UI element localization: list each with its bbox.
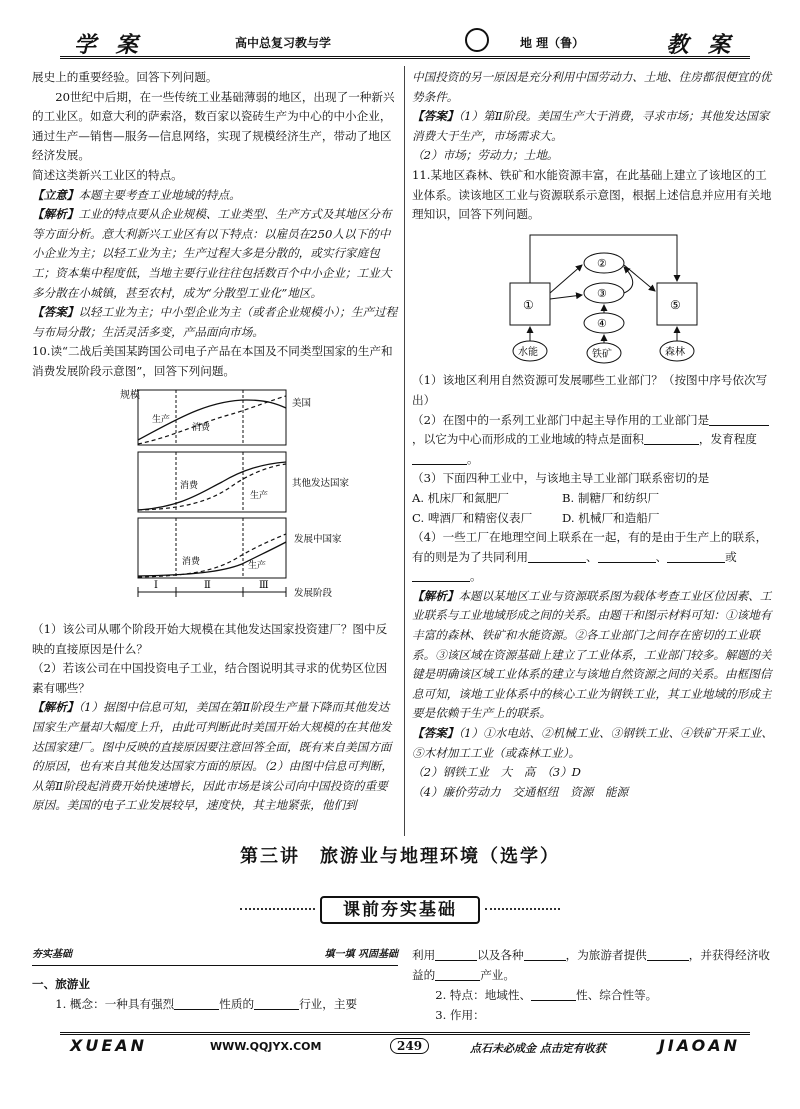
answer-blank[interactable]	[647, 947, 689, 961]
question-9-ask: 简述这类新兴工业区的特点。	[32, 167, 183, 182]
node-2-label: ②	[597, 256, 607, 270]
resource-forest-label: 森林	[665, 346, 685, 358]
answer-blank[interactable]	[644, 431, 699, 445]
answer-blank[interactable]	[435, 947, 477, 961]
section-title: 第三讲 旅游业与地理环境（选学）	[240, 846, 560, 867]
prod-label: 生产	[248, 560, 267, 571]
footer-rule	[60, 1032, 750, 1035]
concept-line-continued	[412, 945, 774, 985]
q-text: 行业，主要	[299, 997, 358, 1011]
banner-dots	[485, 908, 560, 910]
cons-label: 消费	[182, 556, 201, 567]
cons-label: 消费	[180, 480, 199, 491]
banner-label: 课前夯实基础	[320, 896, 480, 924]
prod-label: 生产	[152, 414, 171, 425]
link-1-to-2	[550, 265, 582, 293]
q-text: 2. 特点：地域性、	[435, 988, 532, 1002]
bottom-left-column	[32, 945, 398, 1014]
subsection-bar-left: 夯实基础	[32, 949, 72, 960]
page-number: 249	[390, 1038, 429, 1054]
resource-iron-label: 铁矿	[592, 348, 612, 360]
header-series-title: 高中总复习教与学	[235, 36, 332, 50]
jiexi-text: 工业的特点要从企业规模、工业类型、生产方式及其地区分布等方面分析。意大利新兴工业区有以下特点：以雇员在250人以下的中小企业为主；以轻工业为主；生产过程大多是分散的，或实行家庭包工；资本集中程度低，当地主要行业往往包括数百个中小企业；工业大多分散在小城镇，甚至农村，成为“分散型工业化”地区。	[32, 207, 392, 300]
stage-label: Ⅰ	[154, 579, 158, 591]
answer-blank[interactable]	[524, 947, 566, 961]
question-10-part-2: （2）若该公司在中国投资电子工业，结合图说明其寻求的优势区位因素有哪些？	[32, 661, 388, 695]
jiexi-block	[412, 587, 774, 724]
answer-block	[32, 303, 398, 342]
question-11-part-4	[412, 528, 774, 587]
option-d[interactable]: D. 机械厂和造船厂	[562, 510, 660, 525]
q-text: 。	[470, 569, 482, 584]
publisher-logo-icon	[465, 28, 489, 52]
chart-y-label: 规模	[120, 389, 140, 401]
q-text: 1. 概念：一种具有强烈	[55, 997, 175, 1011]
column-divider	[404, 66, 405, 836]
q-text: 产业。	[480, 968, 515, 982]
stage-label: Ⅲ	[259, 579, 269, 591]
stage-label: Ⅱ	[204, 579, 211, 591]
header-rule	[60, 56, 750, 59]
question-number: 10.	[32, 344, 51, 359]
options-row-1	[412, 489, 774, 509]
q-text: ，以它为中心而形成的工业地域的特点是面积	[412, 432, 644, 447]
page-header	[60, 28, 750, 64]
answer-blank[interactable]	[598, 549, 656, 563]
footer-url[interactable]: WWW.QQJYX.COM	[210, 1040, 322, 1053]
node-5-label: ⑤	[670, 297, 681, 312]
answer-text: （1）①水电站、②机械工业、③钢铁工业、④铁矿开采工业、⑤木材加工工业（或森林工业）。	[412, 726, 773, 760]
link-2-to-5	[624, 265, 655, 291]
q-text: （4）一些工厂在地理空间上联系在一起，有的是由于生产上的联系，有的则是为了共同利用	[412, 530, 768, 564]
right-column	[412, 68, 774, 802]
lizhi-tag: 【立意】	[32, 187, 79, 202]
answer-blank[interactable]	[667, 549, 725, 563]
header-right-title: 教 案	[666, 33, 736, 58]
answer-blank[interactable]	[412, 451, 467, 465]
node-4-label: ④	[597, 316, 607, 330]
link-1-to-3	[550, 295, 582, 299]
q-text: 性质的	[219, 997, 255, 1011]
jiexi-continued: 中国投资的另一原因是充分利用中国劳动力、土地、住房都很便宜的优势条件。	[412, 70, 772, 104]
question-11	[412, 166, 774, 225]
answer-tag: 【答案】	[32, 305, 79, 320]
features-line	[412, 985, 774, 1005]
node-1-label: ①	[523, 297, 534, 312]
answer-text-2: （2）市场；劳动力；土地。	[412, 148, 559, 163]
answer-blank[interactable]	[709, 412, 769, 426]
question-11-text: 某地区森林、铁矿和水能资源丰富，在此基础上建立了该地区的工业体系。读该地区工业与资源联系示意图，根据上述信息并应用有关地理知识，回答下列问题。	[412, 167, 772, 222]
option-b[interactable]: B. 制糖厂和纺织厂	[562, 490, 660, 505]
resource-water-label: 水能	[518, 346, 538, 358]
answer-blank[interactable]	[412, 568, 470, 582]
answer-tag: 【答案】	[412, 726, 459, 741]
q-text: 以及各种	[477, 948, 524, 962]
jiexi-tag: 【解析】	[412, 588, 459, 603]
footer-left: XUEAN	[70, 1036, 148, 1055]
q-text: 。	[467, 451, 479, 466]
jiexi-text: （1）据图中信息可知，美国在第Ⅱ阶段生产量下降而其他发达国家生产量却大幅度上升，由此可判断此时美国开始大规模的在其他发达国家建厂。图中反映的直接原因要注意回答全面，既有来自美国方面的原因，也有来自其他发达国家方面的原因。（2）由图中信息可判断，从第Ⅱ阶段起消费开始快速增长，因此市场是该公司向中国投资的重要原因。美国的电子工业发展较早，速度快，其主地紧张，他们到	[32, 700, 393, 813]
jiexi-block	[32, 205, 398, 303]
q-text: 、	[655, 549, 668, 564]
paragraph: 展史上的重要经验。回答下列问题。	[32, 70, 218, 84]
subsection-bar	[32, 945, 398, 966]
banner-dots	[240, 908, 315, 910]
header-subject: 地 理（鲁）	[520, 36, 585, 50]
option-c[interactable]: C. 啤酒厂和精密仪表厂	[412, 510, 533, 525]
option-a[interactable]: A. 机床厂和氮肥厂	[412, 490, 509, 505]
question-11-part-2	[412, 411, 774, 470]
stage-axis-label: 发展阶段	[294, 587, 333, 599]
prod-label: 生产	[250, 490, 269, 501]
jiexi-text: 本题以某地区工业与资源联系图为载体考查工业区位因素、工业联系与工业地域形成之间的关系。由题干和图示材料可知：①该地有丰富的森林、铁矿和水能资源。②各工业部门之间存在密切的工业联系。③该区域在资源基础上建立了工业体系，工业部门较多。解题的关键是明确该区域工业体系的建立与该地自然资源之间的关系。由框图信息可知，该地工业体系中的核心工业为钢铁工业，其工业地域的形成主要是依赖于生产上的联系。	[412, 588, 772, 721]
panel-label-developing: 发展中国家	[294, 533, 342, 545]
jiexi-block-2	[32, 698, 398, 816]
jiexi-tag: 【解析】	[32, 207, 79, 222]
panel-label-developed: 其他发达国家	[292, 477, 350, 489]
answer-tag: 【答案】	[412, 109, 459, 124]
section-banner	[240, 896, 560, 926]
node-3-label: ③	[597, 286, 607, 300]
q-text: ，发育程度	[698, 432, 757, 447]
question-9-text: 20世纪中后期，在一些传统工业基础薄弱的地区，出现了一种新兴的工业区。如意大利的萨索洛，数百家以瓷砖生产为中心的中小企业，通过生产—销售—服务—信息网络，实现了规模经济生产，带动了地区经济发展。	[32, 89, 395, 163]
answer-blank[interactable]	[528, 549, 586, 563]
stage-chart	[32, 382, 398, 614]
effects-line: 3. 作用：	[435, 1008, 485, 1022]
question-11-part-3: （3）下面四种工业中，与该地主导工业部门联系密切的是	[412, 471, 710, 486]
answer-text: （1）第Ⅱ阶段。美国生产大于消费，寻求市场；其他发达国家消费大于生产，市场需求大。	[412, 109, 770, 143]
lizhi-text: 本题主要考查工业地域的特点。	[78, 187, 241, 202]
jiexi-tag: 【解析】	[32, 700, 79, 715]
q-text: 性、综合性等。	[576, 988, 658, 1002]
lizhi-block	[32, 186, 398, 206]
question-10	[32, 342, 398, 381]
footer-right: JIAOAN	[658, 1036, 740, 1055]
answer-blank[interactable]	[254, 996, 299, 1010]
options-row-2	[412, 509, 774, 529]
question-11-part-1: （1）该地区利用自然资源可发展哪些工业部门？（按图中序号依次写出）	[412, 373, 768, 407]
q-text: （2）在图中的一系列工业部门中起主导作用的工业部门是	[412, 412, 710, 427]
left-column	[32, 68, 398, 816]
heading-tourism: 一、旅游业	[32, 977, 90, 991]
answer-block	[412, 724, 774, 763]
question-number: 11.	[412, 167, 431, 182]
question-10-part-1: （1）该公司从哪个阶段开始大规模在其他发达国家投资建厂？图中反映的直接原因是什么？	[32, 622, 388, 656]
chart-panel-developed	[138, 452, 286, 512]
q-text: 利用	[412, 948, 436, 962]
concept-line	[32, 994, 398, 1014]
answer-blank[interactable]	[174, 996, 219, 1010]
page-footer	[60, 1032, 750, 1062]
bottom-right-column	[412, 945, 774, 1025]
q-text: ，并获得经济收益的	[412, 948, 770, 982]
header-left-title: 学 案	[74, 33, 144, 58]
subsection-bar-right: 填一填 巩固基础	[324, 949, 398, 960]
answer-text-4: （4）廉价劳动力 交通枢纽 资源 能源	[412, 784, 629, 799]
answer-text-2: （2）钢铁工业 大 高 （3）D	[412, 765, 581, 780]
answer-text: 以轻工业为主；中小型企业为主（或者企业规模小）；生产过程与布局分散；生活灵活多变，产品面向市场。	[32, 305, 398, 339]
answer-blank[interactable]	[531, 987, 576, 1001]
q-text: 或	[725, 549, 737, 564]
q-text: ，为旅游者提供	[565, 948, 647, 962]
resource-diagram	[412, 225, 774, 365]
q-text: 、	[585, 549, 598, 564]
question-10-text: 读“二战后美国某跨国公司电子产品在本国及不同类型国家的生产和消费发展阶段示意图”，回答下列问题。	[32, 344, 393, 378]
answer-block	[412, 107, 774, 146]
footer-motto: 点石未必成金 点击定有收获	[470, 1042, 606, 1055]
answer-blank[interactable]	[435, 967, 480, 981]
panel-label-usa: 美国	[292, 397, 312, 409]
cons-label: 消费	[192, 422, 211, 433]
